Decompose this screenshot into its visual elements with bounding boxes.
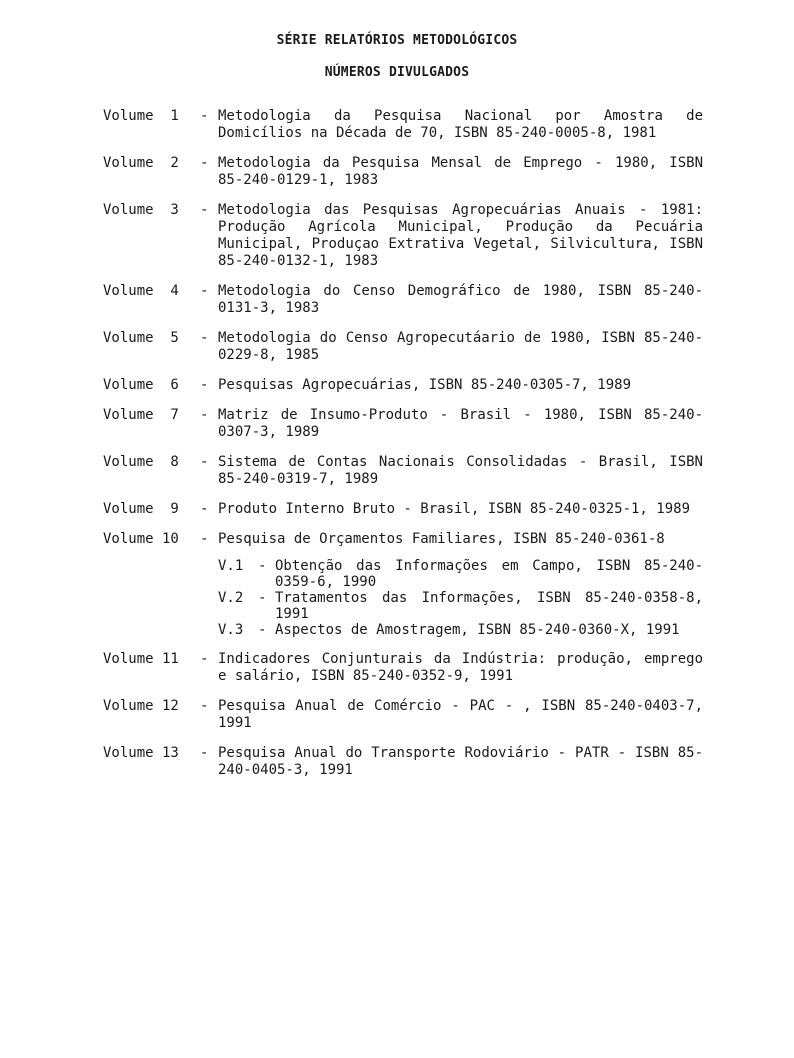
volume-title: Pesquisa de Orçamentos Familiares, ISBN 85-240-0361-8 — [218, 531, 665, 547]
volume-label: Volume 10 — [103, 531, 179, 547]
separator: - — [258, 590, 267, 606]
volume-title: Sistema de Contas Nacionais Consolidadas - Brasil, ISBN 85-240-0319-7, 1989 — [218, 454, 703, 487]
volume-entry — [103, 108, 703, 142]
separator: - — [200, 454, 209, 470]
volume-label: Volume 13 — [103, 745, 179, 761]
separator: - — [200, 651, 209, 667]
volume-10-parts — [218, 558, 703, 638]
volume-label: Volume 11 — [103, 651, 179, 667]
volume-title: Metodologia das Pesquisas Agropecuárias Anuais - 1981: Produção Agrícola Municipal, Produção da Pecuária Municipal, Produçao Extrativa Vegetal, Silvicultura, ISBN 85-240-0132-1, 1983 — [218, 202, 703, 269]
separator: - — [200, 698, 209, 714]
volume-label: Volume 2 — [103, 155, 179, 171]
volume-entry — [103, 330, 703, 364]
volume-label: Volume 3 — [103, 202, 179, 218]
volume-label: Volume 4 — [103, 283, 179, 299]
volume-entry — [103, 531, 703, 548]
part-label: V.1 — [218, 558, 244, 574]
volume-label: Volume 7 — [103, 407, 179, 423]
volume-title: Pesquisa Anual de Comércio - PAC - , ISBN 85-240-0403-7, 1991 — [218, 698, 703, 731]
volume-title: Metodologia do Censo Demográfico de 1980, ISBN 85-240-0131-3, 1983 — [218, 283, 703, 316]
volume-part — [218, 590, 703, 622]
volume-title: Metodologia da Pesquisa Nacional por Amostra de Domicílios na Década de 70, ISBN 85-240-0005-8, 1981 — [218, 108, 703, 141]
volume-entry — [103, 651, 703, 685]
volume-part — [218, 558, 703, 590]
part-label: V.2 — [218, 590, 244, 606]
volume-entry — [103, 454, 703, 488]
separator: - — [258, 622, 267, 638]
separator: - — [200, 531, 209, 547]
separator: - — [200, 283, 209, 299]
volume-entry — [103, 407, 703, 441]
part-title: Tratamentos das Informações, ISBN 85-240-0358-8, 1991 — [275, 590, 703, 622]
part-title: Obtenção das Informações em Campo, ISBN 85-240-0359-6, 1990 — [275, 558, 703, 590]
separator: - — [200, 377, 209, 393]
separator: - — [200, 501, 209, 517]
part-label: V.3 — [218, 622, 244, 638]
volume-title: Pesquisas Agropecuárias, ISBN 85-240-0305-7, 1989 — [218, 377, 632, 393]
volume-title: Produto Interno Bruto - Brasil, ISBN 85-240-0325-1, 1989 — [218, 501, 691, 517]
volume-entry — [103, 501, 703, 518]
separator: - — [200, 407, 209, 423]
volume-entry — [103, 698, 703, 732]
volume-label: Volume 8 — [103, 454, 179, 470]
volume-entry — [103, 745, 703, 779]
separator: - — [200, 155, 209, 171]
subtitle: NÚMEROS DIVULGADOS — [324, 65, 470, 80]
volume-entry — [103, 155, 703, 189]
volume-title: Pesquisa Anual do Transporte Rodoviário - PATR - ISBN 85-240-0405-3, 1991 — [218, 745, 703, 778]
series-title: SÉRIE RELATÓRIOS METODOLÓGICOS — [276, 33, 518, 48]
volume-label: Volume 12 — [103, 698, 179, 714]
separator: - — [258, 558, 267, 574]
volume-part — [218, 622, 703, 638]
separator: - — [200, 108, 209, 124]
volume-label: Volume 9 — [103, 501, 179, 517]
volume-label: Volume 1 — [103, 108, 179, 124]
volume-title: Indicadores Conjunturais da Indústria: produção, emprego e salário, ISBN 85-240-0352-9, 1991 — [218, 651, 703, 684]
part-title: Aspectos de Amostragem, ISBN 85-240-0360-X, 1991 — [275, 622, 680, 638]
volume-entry — [103, 202, 703, 270]
separator: - — [200, 330, 209, 346]
volume-list — [103, 108, 703, 792]
volume-entry — [103, 377, 703, 394]
volume-title: Metodologia do Censo Agropecutáario de 1980, ISBN 85-240-0229-8, 1985 — [218, 330, 703, 363]
volume-entry — [103, 283, 703, 317]
volume-label: Volume 6 — [103, 377, 179, 393]
separator: - — [200, 745, 209, 761]
volume-title: Metodologia da Pesquisa Mensal de Emprego - 1980, ISBN 85-240-0129-1, 1983 — [218, 155, 703, 188]
volume-label: Volume 5 — [103, 330, 179, 346]
separator: - — [200, 202, 209, 218]
volume-title: Matriz de Insumo-Produto - Brasil - 1980, ISBN 85-240-0307-3, 1989 — [218, 407, 703, 440]
